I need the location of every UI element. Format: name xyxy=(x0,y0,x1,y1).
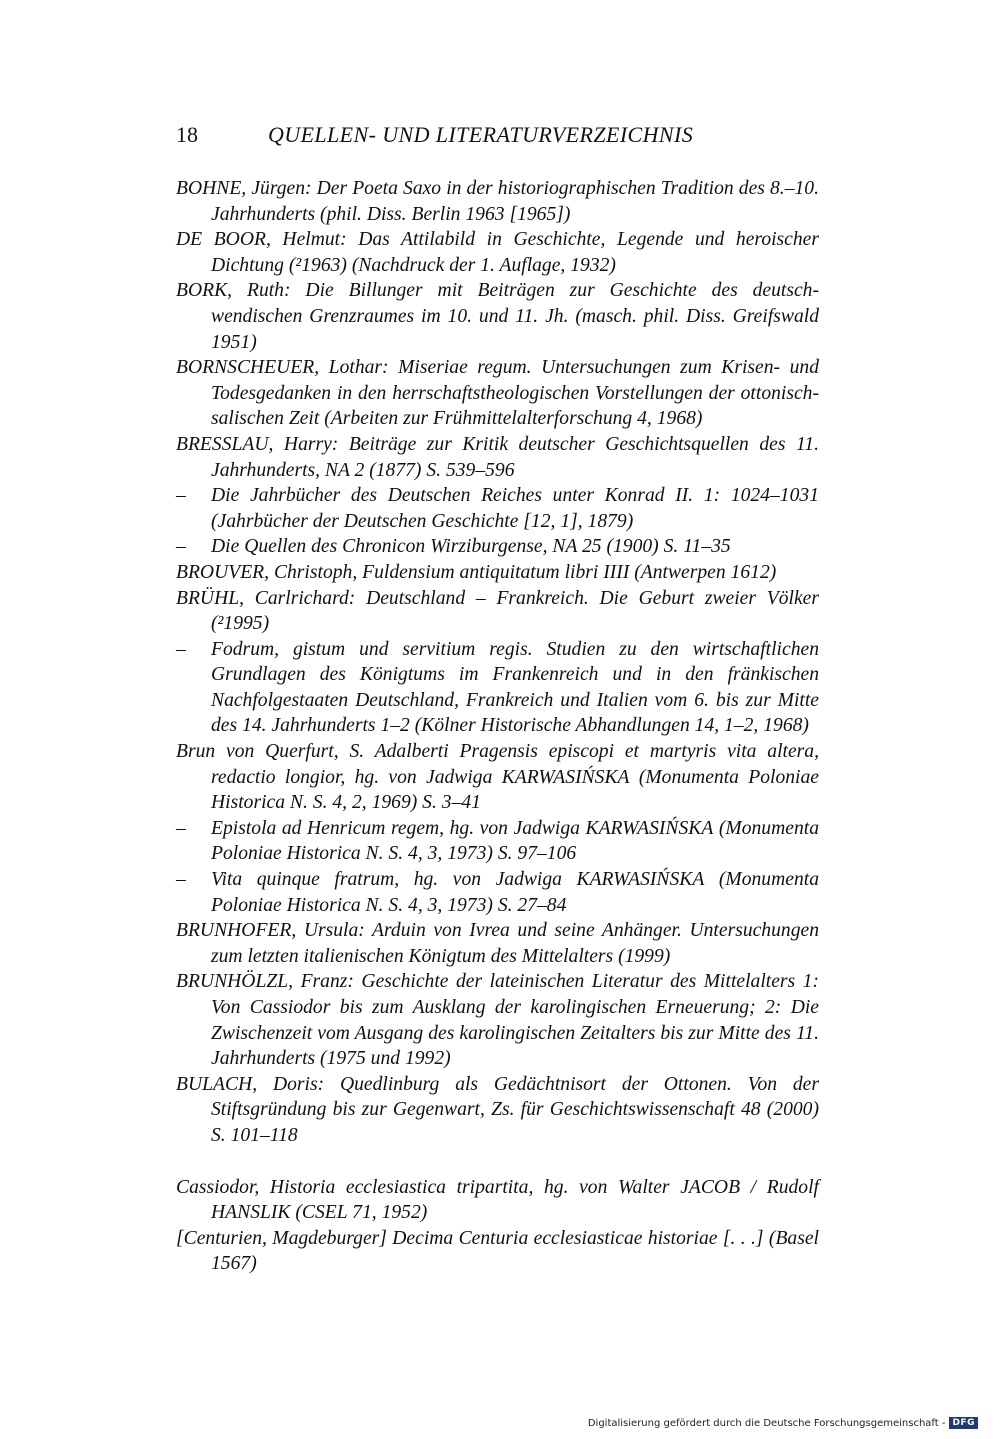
bib-entry xyxy=(176,176,819,227)
author-name: BROUVER, xyxy=(176,561,270,583)
entry-text: (Monumenta Poloniae Historica N. S. 4, 3, 1973) S. 27–84 xyxy=(211,869,819,916)
editor-name: JACOB xyxy=(680,1176,741,1198)
author-name: BRUNHÖLZL, xyxy=(176,971,294,993)
entry-text: Epistola ad Henricum regem, hg. von Jadwiga xyxy=(211,817,586,839)
running-title: QUELLEN- UND LITERATURVERZEICHNIS xyxy=(268,122,694,147)
entry-text: Doris: Quedlinburg als Gedächtnisort der Ottonen. Von der Stiftsgründung bis zur Gegenwart, Zs. für Geschichtswissenschaft 48 (2000) S. 101–118 xyxy=(211,1073,819,1146)
editor-name: KARWASIŃSKA xyxy=(585,817,714,839)
bib-entry xyxy=(176,918,819,969)
dfg-logo: DFG xyxy=(949,1417,978,1429)
author-name: BRESSLAU, xyxy=(176,433,274,455)
page-header xyxy=(176,122,776,148)
bib-subentry xyxy=(176,534,819,560)
author-name: BRUNHOFER, xyxy=(176,920,297,942)
editor-name: HANSLIK xyxy=(211,1202,291,1224)
entry-text: Fodrum, gistum und servitium regis. Studien zu den wirtschaftlichen Grundlagen des Königtums im Frankenreich und in den fränkischen Nachfolgestaaten Deutschland, Frankreich und Italien vom 6. bis zur Mitte des 14. Jahrhunderts 1–2 (Kölner Historische Abhandlungen 14, 1–2, 1968) xyxy=(211,638,819,737)
entry-text: Die Quellen des Chronicon Wirziburgense, NA 25 (1900) S. 11–35 xyxy=(211,536,731,558)
bib-subentry xyxy=(176,867,819,918)
bib-entry xyxy=(176,227,819,278)
entry-text: Brun von Querfurt, S. Adalberti Pragensis episcopi et martyris vita altera, redactio longior, hg. von Jadwiga xyxy=(176,741,819,788)
page-number: 18 xyxy=(176,122,198,147)
digitization-footer xyxy=(588,1417,978,1429)
entry-text: Lothar: Miseriae regum. Untersuchungen zum Krisen- und Todesgedanken in den herrschaftstheologischen Vorstellungen der ottonisch-salischen Zeit (Arbeiten zur Frühmittelalterforschung 4, 1968) xyxy=(211,357,819,430)
entry-text: Die Jahrbücher des Deutschen Reiches unter Konrad II. 1: 1024–1031 (Jahrbücher der Deutschen Geschichte [12, 1], 1879) xyxy=(211,485,819,532)
bib-entry xyxy=(176,1175,819,1226)
entry-text: Harry: Beiträge zur Kritik deutscher Geschichtsquellen des 11. Jahrhunderts, NA 2 (1877) S. 539–596 xyxy=(211,433,819,481)
entry-text: Vita quinque fratrum, hg. von Jadwiga xyxy=(211,869,577,891)
section-gap xyxy=(176,1149,819,1175)
author-name: DE BOOR, xyxy=(176,229,271,251)
editor-name: KARWASIŃSKA xyxy=(501,766,630,788)
entry-text: Helmut: Das Attilabild in Geschichte, Legende und heroischer Dichtung (²1963) (Nachdruck der 1. Auflage, 1932) xyxy=(211,229,819,276)
dash: – xyxy=(176,536,186,558)
entry-text: Christoph, Fuldensium antiquitatum libri IIII (Antwerpen 1612) xyxy=(269,561,777,583)
entry-text: Franz: Geschichte der lateinischen Literatur des Mittelalters 1: Von Cassiodor bis zum Ausklang der karolingischen Erneuerung; 2: Die Zwischenzeit vom Ausgang des karolingischen Zeitalters bis zur Mitte des 11. Jahrhunderts (1975 und 1992) xyxy=(211,971,819,1070)
entry-text: (Monumenta Poloniae Historica N. S. 4, 3, 1973) S. 97–106 xyxy=(211,817,819,865)
entry-text: Ruth: Die Billunger mit Beiträgen zur Geschichte des deutsch-wendischen Grenzraumes im 10. und 11. Jh. (masch. phil. Diss. Greifswald 1951) xyxy=(211,280,819,353)
dash: – xyxy=(176,638,186,660)
author-name: BULACH, xyxy=(176,1073,258,1095)
entry-text: (Monumenta Poloniae Historica N. S. 4, 2, 1969) S. 3–41 xyxy=(211,766,819,814)
bib-entry xyxy=(176,586,819,637)
editor-name: KARWASIŃSKA xyxy=(576,869,705,891)
bib-entry xyxy=(176,432,819,483)
entry-text: Ursula: Arduin von Ivrea und seine Anhänger. Untersuchungen zum letzten italienischen Königtum des Mittelalters (1999) xyxy=(211,920,819,967)
author-name: BORK, xyxy=(176,280,233,302)
bib-entry xyxy=(176,560,819,586)
footer-text: Digitalisierung gefördert durch die Deutsche Forschungsgemeinschaft - xyxy=(587,1417,946,1429)
bib-subentry xyxy=(176,637,819,739)
bib-entry xyxy=(176,739,819,816)
bib-entry xyxy=(176,969,819,1071)
entry-text: Jürgen: Der Poeta Saxo in der historiographischen Tradition des 8.–10. Jahrhunderts (phil. Diss. Berlin 1963 [1965]) xyxy=(211,178,819,225)
entry-text: [Centurien, Magdeburger] Decima Centuria ecclesiasticae historiae [. . .] (Basel 1567) xyxy=(176,1227,819,1275)
bibliography xyxy=(176,176,819,1277)
bib-entry xyxy=(176,1072,819,1149)
entry-text: Cassiodor, Historia ecclesiastica tripartita, hg. von Walter xyxy=(176,1176,681,1198)
entry-text: Carlrichard: Deutschland – Frankreich. Die Geburt zweier Völker (²1995) xyxy=(211,587,819,635)
dash: – xyxy=(176,869,186,891)
author-name: BORNSCHEUER, xyxy=(176,357,320,379)
dash: – xyxy=(176,817,186,839)
bib-entry xyxy=(176,1226,819,1277)
bib-subentry xyxy=(176,816,819,867)
author-name: BRÜHL, xyxy=(176,587,245,609)
author-name: BOHNE, xyxy=(176,178,247,199)
bib-entry xyxy=(176,355,819,432)
entry-text: / Rudolf xyxy=(740,1176,819,1198)
bib-entry xyxy=(176,278,819,355)
dash: – xyxy=(176,485,186,507)
entry-text: (CSEL 71, 1952) xyxy=(290,1202,428,1224)
bib-subentry xyxy=(176,483,819,534)
